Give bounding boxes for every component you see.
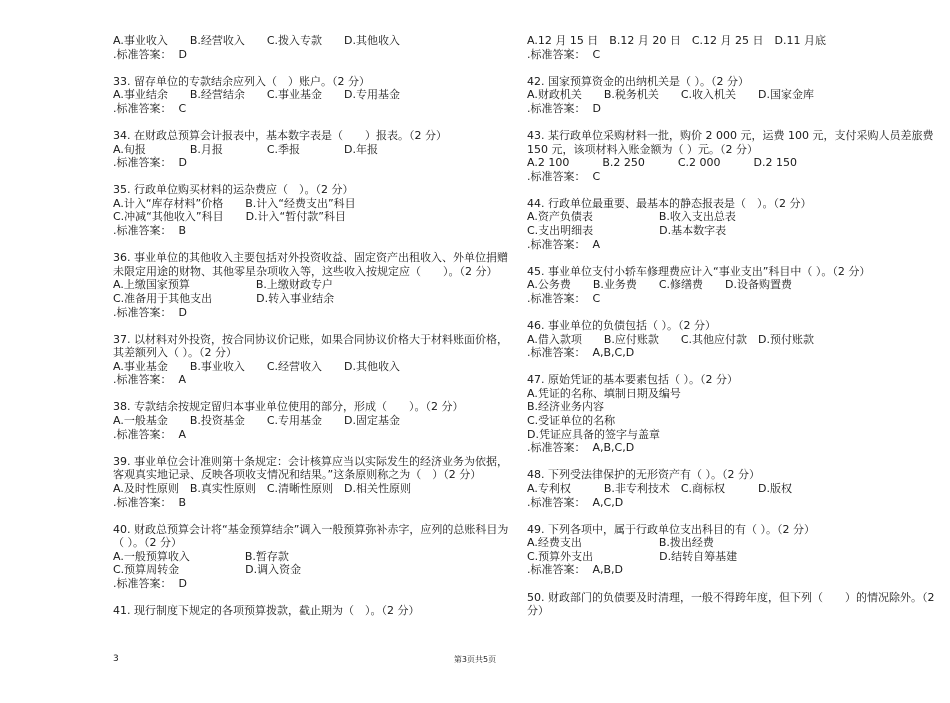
answer-line: .标准答案： D [113,305,187,319]
question-line: 34. 在财政总预算会计报表中，基本数字表是（ ）报表。（2 分） [113,128,447,142]
question-line: A.资产负债表 B.收入支出总表 [527,210,736,224]
question-line: 其差额列入（ ）。（2 分） [113,346,237,360]
answer-line: .标准答案： D [113,156,187,170]
question-block [527,590,935,618]
question-line: A.及时性原则 B.真实性原则 C.清晰性原则 D.相关性原则 [113,481,412,495]
question-line: A.经费支出 B.拨出经费 [527,536,714,550]
answer-line: .标准答案： A [527,237,601,251]
answer-line: .标准答案： A,C,D [527,495,624,509]
question-block [113,400,473,441]
question-line: 48. 下列受法律保护的无形资产有（ ）。（2 分） [527,468,760,482]
answer-line: .标准答案： C [527,47,601,61]
question-line: 46. 事业单位的负债包括（ ）。（2 分） [527,319,716,332]
question-line: 36. 事业单位的其他收入主要包括对外投资收益、固定资产出租收入、外单位捐赠 [113,251,508,265]
question-block [113,604,473,618]
question-line: A.借入款项 B.应付账款 C.其他应付款 D.预付账款 [527,332,815,346]
page-number: 3 [113,654,119,664]
question-line: 40. 财政总预算会计将“基金预算结余”调入一般预算弥补赤字，应列的总账科目为 [113,522,509,536]
question-line: 35. 行政单位购买材料的运杂费应（ ）。（2 分） [113,183,354,197]
question-block [527,75,912,116]
question-block [113,75,473,116]
answer-line: .标准答案： A [113,373,187,387]
answer-line: .标准答案： C [113,101,187,115]
question-line: 42. 国家预算资金的出纳机关是（ ）。（2 分） [527,74,749,88]
question-line: 150 元，该项材料入账金额为（ ）元。（2 分） [527,142,758,156]
question-line: 47. 原始凭证的基本要素包括（ ）。（2 分） [527,373,738,387]
question-line: A.上缴国家预算 B.上缴财政专户 [113,278,333,292]
question-line: C.预算周转金 D.调入资金 [113,563,302,577]
question-line: A.12 月 15 日 B.12 月 20 日 C.12 月 25 日 D.11 月底 [527,34,826,47]
question-block [113,332,508,387]
question-block [527,468,912,509]
question-block [527,34,912,61]
question-line: C.预算外支出 D.结转自筹基建 [527,549,738,563]
question-line: 43. 某行政单位采购材料一批，购价 2 000 元，运费 100 元，支付采购人员差旅费 [527,128,934,142]
question-line: 33. 留存单位的专款结余应列入（ ）账户。（2 分） [113,74,370,88]
answer-line: .标准答案： B [113,495,187,509]
question-line: A.事业收入 B.经营收入 C.拨入专款 D.其他收入 [113,34,401,47]
question-line: A.财政机关 B.税务机关 C.收入机关 D.国家金库 [527,88,815,102]
question-line: A.凭证的名称、填制日期及编号 [527,386,681,400]
question-line: A.事业结余 B.经营结余 C.事业基金 D.专用基金 [113,88,401,102]
answer-line: .标准答案： D [527,101,601,115]
question-block [527,128,934,183]
question-line: D.凭证应具备的签字与盖章 [527,427,660,441]
question-line: A.专利权 B.非专利技术 C.商标权 D.版权 [527,481,793,495]
question-line: C.冲减“其他收入”科目 D.计入“暂付款”科目 [113,210,346,224]
page-info: 第3页共5页 [453,655,497,664]
question-line: C.准备用于其他支出 D.转入事业结余 [113,291,335,305]
question-line: 38. 专款结余按规定留归本事业单位使用的部分，形成（ ）。（2 分） [113,400,464,414]
question-block [527,265,912,306]
question-block [527,523,912,577]
question-line: A.一般基金 B.投资基金 C.专用基金 D.固定基金 [113,414,401,428]
question-block [527,319,912,360]
question-line: 客观真实地记录、反映各项收支情况和结果。”这条原则称之为（ ）（2 分） [113,468,482,482]
question-line: C.支出明细表 D.基本数字表 [527,224,727,238]
question-block [527,373,912,455]
left-column [113,34,509,631]
question-block [113,454,508,509]
question-line: 49. 下列各项中，属于行政单位支出科目的有（ ）。（2 分） [527,522,815,536]
question-line: A.旬报 B.月报 C.季报 D.年报 [113,142,379,156]
question-block [113,183,473,237]
question-line: 45. 事业单位支付小轿车修理费应计入“事业支出”科目中（ ）。（2 分） [527,264,871,278]
question-line: A.2 100 B.2 250 C.2 000 D.2 150 [527,156,797,170]
question-line: 37. 以材料对外投资，按合同协议价记账，如果合同协议价格大于材料账面价格， [113,332,508,346]
question-line: A.计入“库存材料”价格 B.计入“经费支出”科目 [113,196,356,210]
question-block [113,251,508,319]
question-line: A.事业基金 B.事业收入 C.经营收入 D.其他收入 [113,359,401,373]
answer-line: .标准答案： D [113,577,187,590]
question-line: A.一般预算收入 B.暂存款 [113,549,289,563]
answer-line: .标准答案： A,B,D [527,563,624,577]
right-column [527,34,935,631]
question-line: C.受证单位的名称 [527,414,616,428]
answer-line: .标准答案： B [113,224,187,238]
question-line: 50. 财政部门的负债要及时清理，一般不得跨年度，但下列（ ）的情况除外。（2 [527,590,935,604]
answer-line: .标准答案： D [113,47,187,61]
question-line: 41. 现行制度下规定的各项预算拨款，截止期为（ ）。（2 分） [113,604,420,618]
question-line: 分） [527,604,549,618]
question-line: 39. 事业单位会计准则第十条规定：会计核算应当以实际发生的经济业务为依据， [113,454,508,468]
question-line: （ ）。（2 分） [113,536,182,550]
answer-line: .标准答案： A,B,C,D [527,441,635,455]
question-line: 未限定用途的财物、其他零星杂项收入等，这些收入按规定应（ ）。（2 分） [113,264,498,278]
question-line: A.公务费 B.业务费 C.修缮费 D.设备购置费 [527,278,793,292]
question-block [113,129,473,170]
question-block [113,522,509,591]
answer-line: .标准答案： C [527,169,601,183]
answer-line: .标准答案： C [527,291,601,305]
answer-line: .标准答案： A,B,C,D [527,346,635,360]
question-block [113,34,473,61]
question-line: B.经济业务内容 [527,400,605,414]
answer-line: .标准答案： A [113,427,187,441]
question-line: 44. 行政单位最重要、最基本的静态报表是（ ）。（2 分） [527,196,812,210]
question-block [527,197,912,251]
